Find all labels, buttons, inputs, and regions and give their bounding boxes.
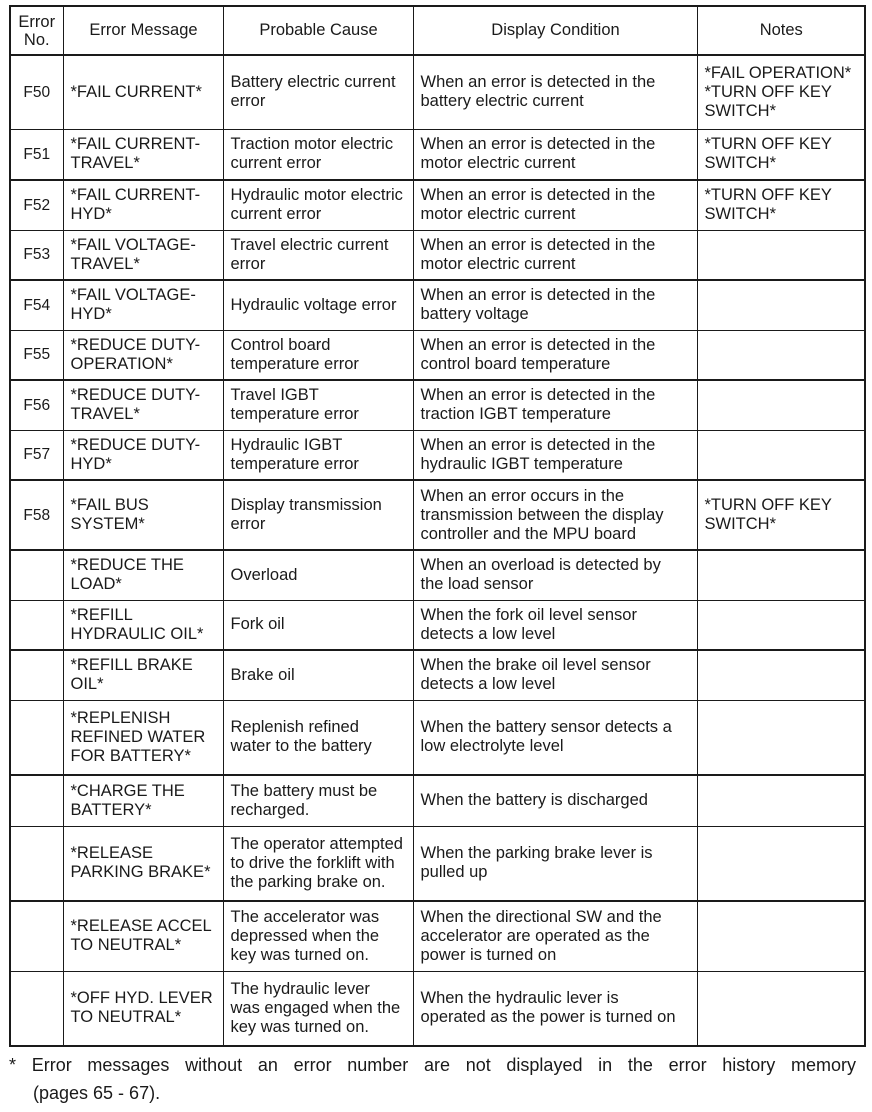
error-message: *RELEASE ACCEL TO NEUTRAL* <box>63 901 223 971</box>
error-message: *FAIL VOLTAGE- HYD* <box>63 280 223 330</box>
probable-cause: Display transmission error <box>223 480 413 550</box>
notes <box>697 600 865 650</box>
footnote: * Error messages without an error number are not displayed in the error history memory <box>9 1055 856 1075</box>
notes <box>697 330 865 380</box>
notes: *FAIL OPERATION* *TURN OFF KEY SWITCH* <box>697 55 865 129</box>
error-number: F52 <box>10 180 63 230</box>
display-condition: When an error is detected in the motor electric current <box>413 129 697 180</box>
table-row <box>10 180 865 230</box>
display-condition: When the battery is discharged <box>413 775 697 826</box>
notes: *TURN OFF KEY SWITCH* <box>697 480 865 550</box>
notes <box>697 430 865 480</box>
error-number: F51 <box>10 129 63 180</box>
error-message: *REFILL HYDRAULIC OIL* <box>63 600 223 650</box>
display-condition: When an error is detected in the control board temperature <box>413 330 697 380</box>
table-row <box>10 330 865 380</box>
probable-cause: Brake oil <box>223 650 413 700</box>
error-message: *OFF HYD. LEVER TO NEUTRAL* <box>63 971 223 1046</box>
error-message: *FAIL CURRENT- TRAVEL* <box>63 129 223 180</box>
table-row <box>10 550 865 600</box>
error-number: F55 <box>10 330 63 380</box>
header-error-message: Error Message <box>63 6 223 55</box>
probable-cause: Fork oil <box>223 600 413 650</box>
notes <box>697 775 865 826</box>
probable-cause: Overload <box>223 550 413 600</box>
header-display-condition: Display Condition <box>413 6 697 55</box>
display-condition: When the fork oil level sensor detects a low level <box>413 600 697 650</box>
error-number: F50 <box>10 55 63 129</box>
error-number: F53 <box>10 230 63 280</box>
probable-cause: Hydraulic IGBT temperature error <box>223 430 413 480</box>
table-row <box>10 650 865 700</box>
display-condition: When the brake oil level sensor detects a low level <box>413 650 697 700</box>
table-header-row <box>10 6 865 55</box>
error-message: *REDUCE DUTY- TRAVEL* <box>63 380 223 430</box>
display-condition: When an overload is detected by the load sensor <box>413 550 697 600</box>
display-condition: When an error is detected in the traction IGBT temperature <box>413 380 697 430</box>
display-condition: When an error is detected in the hydraulic IGBT temperature <box>413 430 697 480</box>
error-number <box>10 650 63 700</box>
table-row <box>10 430 865 480</box>
notes <box>697 826 865 901</box>
table-row <box>10 700 865 775</box>
probable-cause: Travel electric current error <box>223 230 413 280</box>
probable-cause: The accelerator was depressed when the key was turned on. <box>223 901 413 971</box>
error-number: F56 <box>10 380 63 430</box>
display-condition: When the directional SW and the accelerator are operated as the power is turned on <box>413 901 697 971</box>
display-condition: When an error is detected in the battery voltage <box>413 280 697 330</box>
display-condition: When the hydraulic lever is operated as the power is turned on <box>413 971 697 1046</box>
error-message: *FAIL CURRENT- HYD* <box>63 180 223 230</box>
notes <box>697 380 865 430</box>
error-number: F58 <box>10 480 63 550</box>
table-row <box>10 129 865 180</box>
table-row <box>10 600 865 650</box>
error-number <box>10 826 63 901</box>
probable-cause: The hydraulic lever was engaged when the key was turned on. <box>223 971 413 1046</box>
display-condition: When an error is detected in the battery electric current <box>413 55 697 129</box>
error-number <box>10 600 63 650</box>
error-message: *REPLENISH REFINED WATER FOR BATTERY* <box>63 700 223 775</box>
table-row <box>10 775 865 826</box>
error-message: *CHARGE THE BATTERY* <box>63 775 223 826</box>
error-message: *FAIL BUS SYSTEM* <box>63 480 223 550</box>
notes <box>697 550 865 600</box>
probable-cause: The operator attempted to drive the forklift with the parking brake on. <box>223 826 413 901</box>
notes: *TURN OFF KEY SWITCH* <box>697 180 865 230</box>
probable-cause: Traction motor electric current error <box>223 129 413 180</box>
error-number <box>10 550 63 600</box>
display-condition: When an error is detected in the motor electric current <box>413 180 697 230</box>
notes <box>697 650 865 700</box>
error-number <box>10 971 63 1046</box>
error-message: *FAIL CURRENT* <box>63 55 223 129</box>
table-row <box>10 380 865 430</box>
notes <box>697 280 865 330</box>
error-message: *REDUCE THE LOAD* <box>63 550 223 600</box>
error-number <box>10 700 63 775</box>
probable-cause: The battery must be recharged. <box>223 775 413 826</box>
error-number <box>10 901 63 971</box>
table-row <box>10 971 865 1046</box>
table-row <box>10 901 865 971</box>
header-notes: Notes <box>697 6 865 55</box>
error-message: *FAIL VOLTAGE- TRAVEL* <box>63 230 223 280</box>
display-condition: When the parking brake lever is pulled up <box>413 826 697 901</box>
header-error-no: Error No. <box>10 6 63 55</box>
error-message: *REFILL BRAKE OIL* <box>63 650 223 700</box>
probable-cause: Replenish refined water to the battery <box>223 700 413 775</box>
notes: *TURN OFF KEY SWITCH* <box>697 129 865 180</box>
table-row <box>10 230 865 280</box>
notes <box>697 230 865 280</box>
display-condition: When an error occurs in the transmission between the display controller and the MPU board <box>413 480 697 550</box>
table-row <box>10 480 865 550</box>
notes <box>697 971 865 1046</box>
notes <box>697 901 865 971</box>
display-condition: When the battery sensor detects a low electrolyte level <box>413 700 697 775</box>
error-message: *RELEASE PARKING BRAKE* <box>63 826 223 901</box>
error-number <box>10 775 63 826</box>
error-message: *REDUCE DUTY- HYD* <box>63 430 223 480</box>
header-probable-cause: Probable Cause <box>223 6 413 55</box>
notes <box>697 700 865 775</box>
table-row <box>10 280 865 330</box>
footnote-page-reference: (pages 65 - 67). <box>33 1083 161 1103</box>
error-code-table <box>9 5 866 1047</box>
table-row <box>10 826 865 901</box>
probable-cause: Control board temperature error <box>223 330 413 380</box>
error-number: F54 <box>10 280 63 330</box>
error-message: *REDUCE DUTY- OPERATION* <box>63 330 223 380</box>
probable-cause: Battery electric current error <box>223 55 413 129</box>
probable-cause: Hydraulic motor electric current error <box>223 180 413 230</box>
display-condition: When an error is detected in the motor electric current <box>413 230 697 280</box>
probable-cause: Hydraulic voltage error <box>223 280 413 330</box>
probable-cause: Travel IGBT temperature error <box>223 380 413 430</box>
error-number: F57 <box>10 430 63 480</box>
table-row <box>10 55 865 129</box>
